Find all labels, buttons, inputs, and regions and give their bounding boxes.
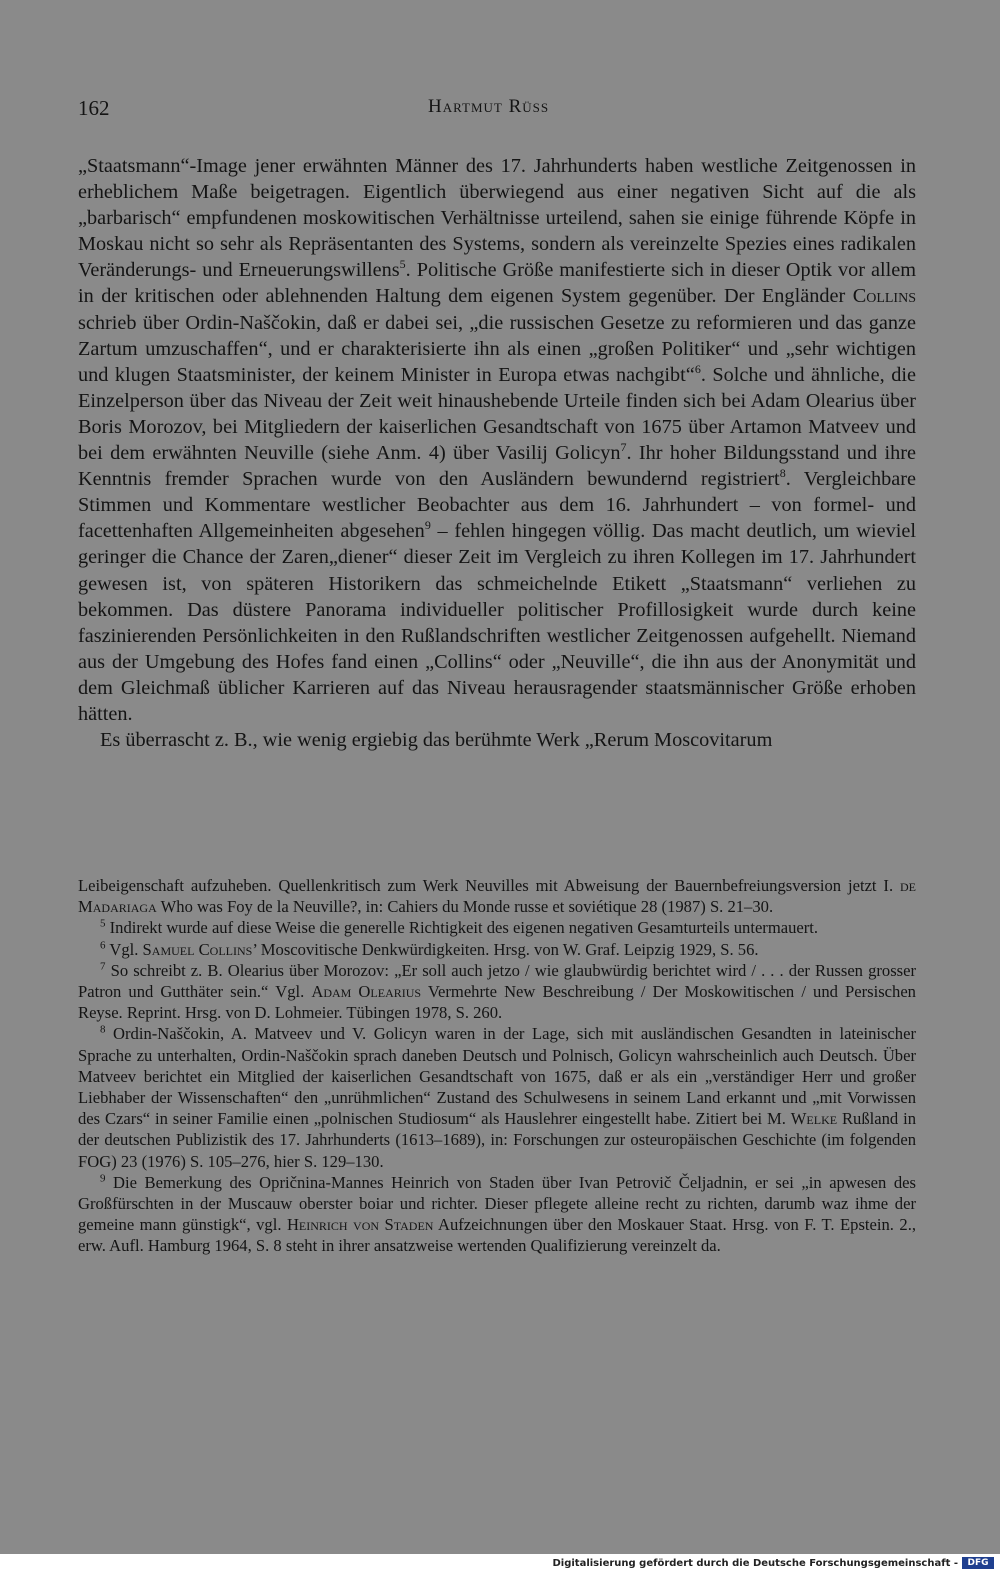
footnote-8: $^8$ Ordin-Naščokin, A. Matveev und V. Golicyn waren in der Lage, sich mit ausländischen Gesandten in lateinischer Sprache zu unterhalten, Ordin-Naščokin sprach daneben Deutsch und Polnisch, Golicyn wahrscheinlich auch Deutsch. Über Matveev berichtet ein Mitglied der kaiserlichen Gesandtschaft von 1675, daß er als ein „verständiger Herr und großer Liebhaber der Wissenschaften“ den „unrühmlichen“ Zustand des Schulwesens in seinem Land erkannt und „mit Vorwissen des Czars“ in seiner Familie einen „polnischen Studiosum“ als Hauslehrer eingestellt habe. Zitiert bei M. Welke Rußland in der deutschen Publizistik des 17. Jahrhunderts (1613–1689), in: Forschungen zur osteuropäischen Geschichte (im folgenden FOG) 23 (1976) S. 105–276, hier S. 129–130. [78, 1023, 916, 1171]
footnote-ref-9[interactable]: 9 [424, 518, 431, 533]
dfg-logo-icon: DFG [962, 1557, 994, 1569]
page-header [78, 96, 916, 126]
footnote-ref-6[interactable]: 6 [694, 361, 701, 376]
footnote-5: $^5$ Indirekt wurde auf diese Weise die generelle Richtigkeit des eigenen negativen Gesamturteils untermauert. [100, 917, 819, 938]
paragraph-1: „Staatsmann“-Image jener erwähnten Männer des 17. Jahrhunderts haben westliche Zeitgenossen in erheblichem Maße beigetragen. Eigentlich überwiegend aus einer negativen Sicht auf die als „barbarisch“ empfundenen moskowitischen Verhältnisse urteilend, sahen sie einige führende Köpfe in Moskau nicht so sehr als Repräsentanten des Systems, sondern als vereinzelte Spezies eines radikalen Veränderungs- und Erneuerungswillens$^5$. Politische Größe manifestierte sich in dieser Optik vor allem in der kritischen oder ablehnenden Haltung dem eigenen System gegenüber. Der Engländer Collins schrieb über Ordin-Naščokin, daß er dabei sei, „die russischen Gesetze zu reformieren und das ganze Zartum umzuschaffen“, und er charakterisierte ihn als einen „großen Politiker“ und „sehr wichtigen und klugen Staatsminister, der keinem Minister in Europa etwas nachgibt“$^6$. Solche und ähnliche, die Einzelperson über das Niveau der Zeit weit hinaushebende Urteile finden sich bei Adam Olearius über Boris Morozov, bei Mitgliedern der kaiserlichen Gesandtschaft von 1675 über Artamon Matveev und bei dem erwähnten Neuville (siehe Anm. 4) über Vasilij Golicyn$^7$. Ihr hoher Bildungsstand und ihre Kenntnis fremder Sprachen wurde von den Ausländern bewundernd registriert$^8$. Vergleichbare Stimmen und Kommentare westlicher Beobachter aus dem 16. Jahrhundert – von formel- und facettenhaften Allgemeinheiten abgesehen$^9$ – fehlen hingegen völlig. Das macht deutlich, um wieviel geringer die Chance der Zaren„diener“ dieser Zeit im Vergleich zu ihren Kollegen im 17. Jahrhundert gewesen ist, von späteren Historikern das schmeichelnde Etikett „Staatsmann“ verliehen zu bekommen. Das düstere Panorama individueller politischer Profillosigkeit wurde durch keine faszinierenden Persönlichkeiten in den Rußlandschriften westlicher Zeitgenossen aufgehellt. Niemand aus der Umgebung des Hofes fand einen „Collins“ oder „Neuville“, die ihn aus der Anonymität und dem Gleichmaß üblicher Karrieren auf das Niveau herausragender staatsmännischer Größe erhoben hätten. [78, 155, 916, 725]
funding-notice: Digitalisierung gefördert durch die Deutsche Forschungsgemeinschaft - [552, 1558, 958, 1569]
footnote-ref-8[interactable]: 8 [779, 466, 786, 481]
footnote-ref-5[interactable]: 5 [399, 257, 406, 272]
running-head: Hartmut Rüss [428, 96, 550, 117]
main-text [78, 153, 916, 753]
footnote-continuation: Leibeigenschaft aufzuheben. Quellenkritisch zum Werk Neuvilles mit Abweisung der Bauernbefreiungsversion jetzt I. de Madariaga Who was Foy de la Neuville?, in: Cahiers du Monde russe et soviétique 28 (1987) S. 21–30. [78, 876, 916, 917]
footnote-6: $^6$ Vgl. Samuel Collins’ Moscovitische Denkwürdigkeiten. Hrsg. von W. Graf. Leipzig 1929, S. 56. [100, 939, 759, 959]
footnote-7: $^7$ So schreibt z. B. Olearius über Morozov: „Er soll auch jetzo / wie glaubwürdig berichtet wird / . . . der Russen grosser Patron und Gutthäter sein.“ Vgl. Adam Olearius Vermehrte New Beschreibung / Der Moskowitischen / und Persischen Reyse. Reprint. Hrsg. von D. Lohmeier. Tübingen 1978, S. 260. [78, 960, 916, 1023]
digitization-footer [0, 1554, 1000, 1572]
footnote-ref-7[interactable]: 7 [620, 440, 627, 455]
footnote-9: $^9$ Die Bemerkung des Opričnina-Mannes Heinrich von Staden über Ivan Petrovič Čeljadnin, er sei „in apwesen des Großfürschten in der Muscauw oberster boiar und richter. Dieser pflegete alleine recht zu richten, darumb waz ihme der gemeine mann günstigk“, vgl. Heinrich von Staden Aufzeichnungen über den Moskauer Staat. Hrsg. von F. T. Epstein. 2., erw. Aufl. Hamburg 1964, S. 8 steht in ihrer ansatzweise wertenden Qualifizierung vereinzelt da. [78, 1172, 917, 1256]
paragraph-2: Es überrascht z. B., wie wenig ergiebig das berühmte Werk „Rerum Moscovitarum [100, 729, 773, 752]
footnotes [78, 875, 916, 1257]
page-number: 162 [78, 96, 110, 120]
